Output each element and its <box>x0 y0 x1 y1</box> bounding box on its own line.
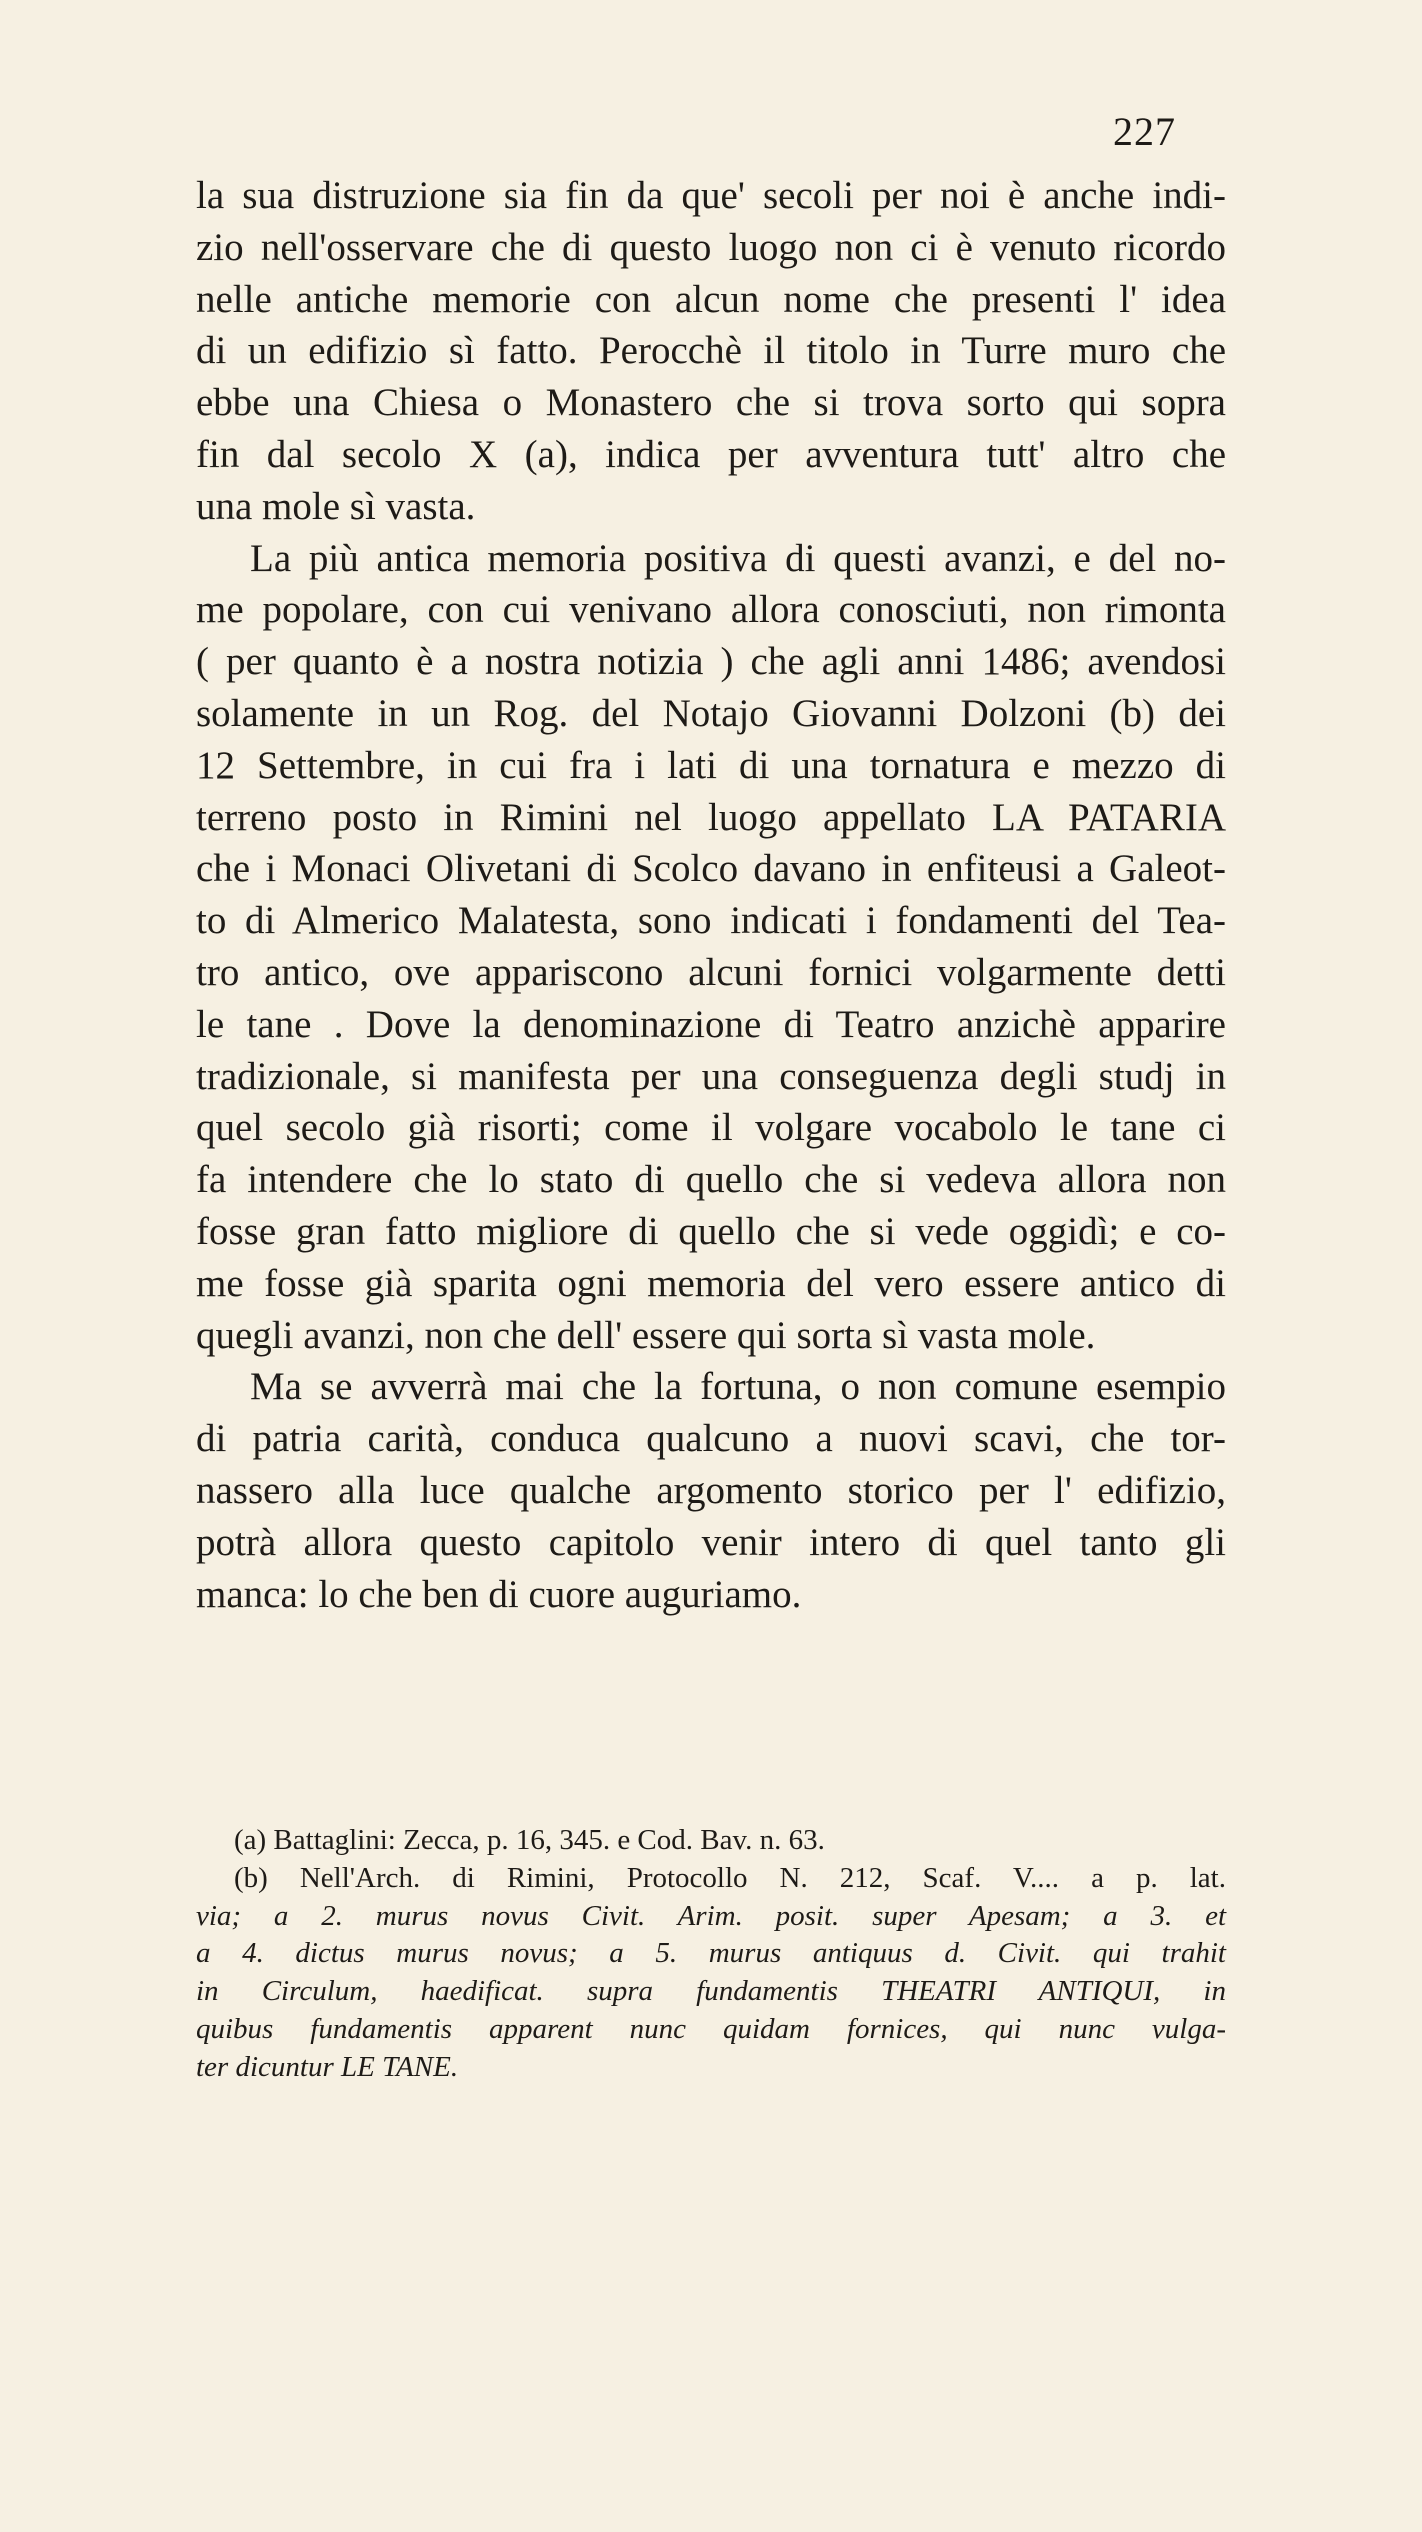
text-line: nelle antiche memorie con alcun nome che presenti l' idea <box>196 277 1226 321</box>
text-line: fosse gran fatto migliore di quello che si vede oggidì; e co- <box>196 1209 1226 1253</box>
text-line: tro antico, ove appariscono alcuni fornici volgarmente detti <box>196 950 1226 994</box>
text-line: ( per quanto è a nostra notizia ) che agli anni 1486; avendosi <box>196 640 1226 684</box>
footnote-line: ter dicuntur LE TANE. <box>196 2050 459 2083</box>
text-line: La più antica memoria positiva di questi avanzi, e del no- <box>250 536 1226 580</box>
text-line: le tane . Dove la denominazione di Teatro anzichè apparire <box>196 1002 1226 1046</box>
footnotes <box>196 1822 1226 2087</box>
text-line: fin dal secolo X (a), indica per avventura tutt' altro che <box>196 432 1226 476</box>
text-line: nassero alla luce qualche argomento storico per l' edifizio, <box>196 1468 1226 1512</box>
text-line: la sua distruzione sia fin da que' secoli per noi è anche indi- <box>196 174 1226 217</box>
text-line: manca: lo che ben di cuore auguriamo. <box>196 1572 802 1616</box>
text-line: ebbe una Chiesa o Monastero che si trova sorto qui sopra <box>196 381 1226 425</box>
text-line: terreno posto in Rimini nel luogo appellato LA PATARIA <box>196 795 1226 839</box>
text-line: di un edifizio sì fatto. Perocchè il titolo in Turre muro che <box>196 329 1226 373</box>
main-text <box>196 170 1226 1620</box>
text-line: zio nell'osservare che di questo luogo non ci è venuto ricordo <box>196 225 1226 269</box>
page-number: 227 <box>1113 109 1176 154</box>
text-line: quel secolo già risorti; come il volgare vocabolo le tane ci <box>196 1106 1226 1150</box>
text-line: Ma se avverrà mai che la fortuna, o non comune esempio <box>250 1365 1226 1409</box>
text-line: me fosse già sparita ogni memoria del vero essere antico di <box>196 1261 1226 1305</box>
text-line: tradizionale, si manifesta per una conseguenza degli studj in <box>196 1054 1226 1098</box>
footnote-line: quibus fundamentis apparent nunc quidam fornices, qui nunc vulga- <box>196 2012 1226 2045</box>
text-line: che i Monaci Olivetani di Scolco davano in enfiteusi a Galeot- <box>196 847 1226 891</box>
text-line: quegli avanzi, non che dell' essere qui sorta sì vasta mole. <box>196 1313 1096 1357</box>
text-line: una mole sì vasta. <box>196 484 476 528</box>
footnote-line: a 4. dictus murus novus; a 5. murus antiquus d. Civit. qui trahit <box>196 1937 1226 1970</box>
text-line: di patria carità, conduca qualcuno a nuovi scavi, che tor- <box>196 1417 1226 1461</box>
text-line: potrà allora questo capitolo venir intero di quel tanto gli <box>196 1520 1226 1564</box>
footnote-line: (a) Battaglini: Zecca, p. 16, 345. e Cod. Bav. n. 63. <box>234 1824 825 1856</box>
text-line: fa intendere che lo stato di quello che si vedeva allora non <box>196 1158 1226 1202</box>
footnote-line: via; a 2. murus novus Civit. Arim. posit. super Apesam; a 3. et <box>196 1899 1226 1932</box>
text-line: solamente in un Rog. del Notajo Giovanni Dolzoni (b) dei <box>196 691 1226 735</box>
text-line: to di Almerico Malatesta, sono indicati i fondamenti del Tea- <box>196 899 1226 943</box>
footnote-line: (b) Nell'Arch. di Rimini, Protocollo N. 212, Scaf. V.... a p. lat. <box>234 1861 1226 1894</box>
text-line: 12 Settembre, in cui fra i lati di una tornatura e mezzo di <box>196 743 1226 787</box>
footnote-line: in Circulum, haedificat. supra fundamentis THEATRI ANTIQUI, in <box>196 1975 1226 2008</box>
text-line: me popolare, con cui venivano allora conosciuti, non rimonta <box>196 588 1226 632</box>
